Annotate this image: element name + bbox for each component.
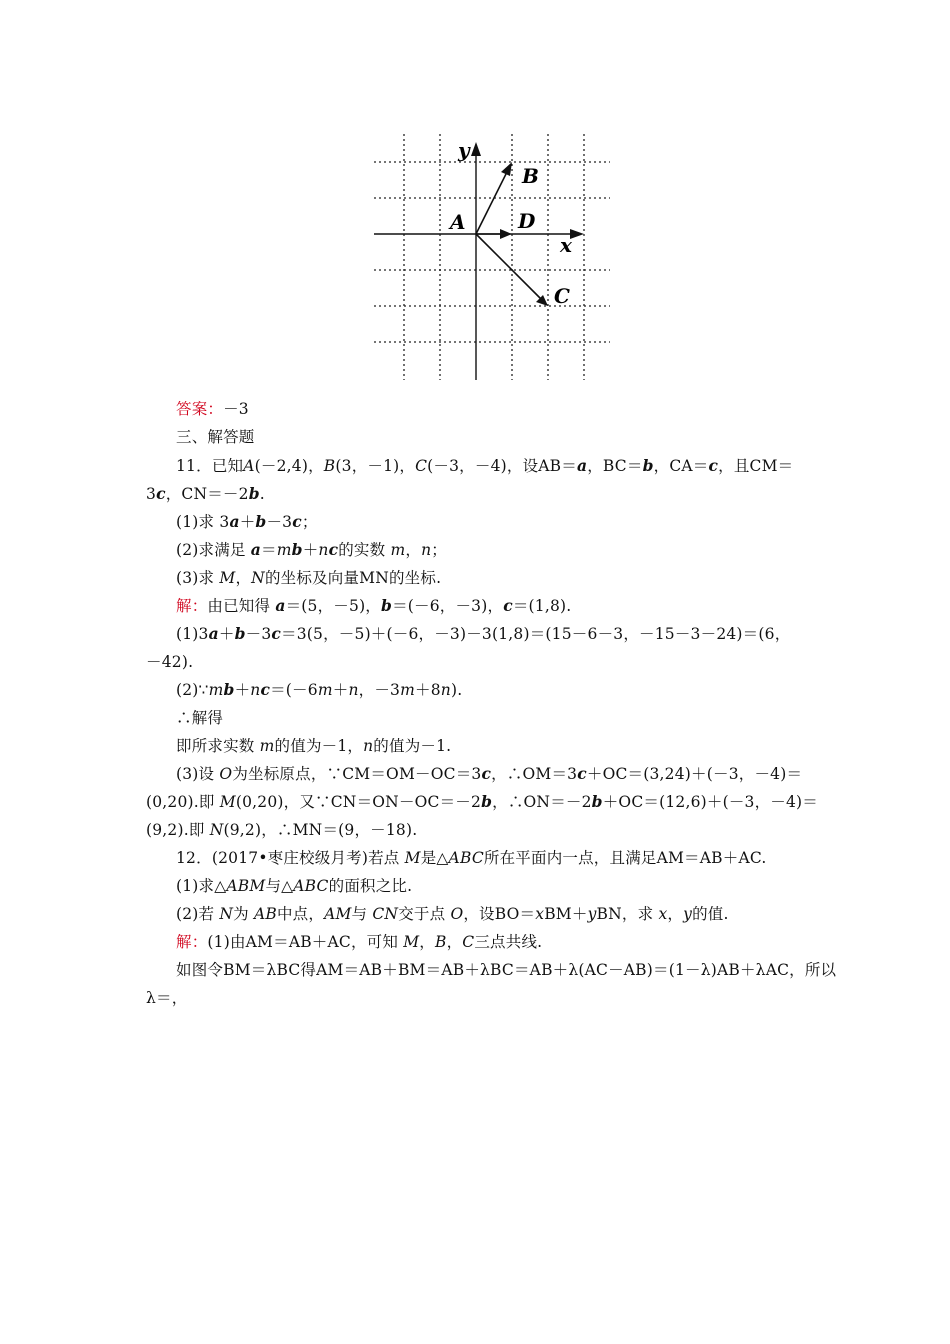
sol12-line-1: 解：(1)由AM＝AB＋AC，可知 M，B，C三点共线.	[176, 933, 543, 951]
q12-part-1: (1)求△ABM与△ABC的面积之比.	[176, 877, 413, 895]
sol11-line-4: 即所求实数 m的值为－1，n的值为－1.	[176, 737, 452, 755]
q12-line-1: 12．(2017•枣庄校级月考)若点 M是△ABC所在平面内一点，且满足AM＝AB＋AC.	[176, 849, 767, 867]
label-B: B	[522, 164, 539, 188]
q11-part-2: (2)求满足 a＝mb＋nc的实数 m，n；	[176, 540, 447, 559]
label-x: x	[560, 233, 572, 257]
sol11-line-2: (2)∵mb＋nc＝(－6m＋n，－3m＋8n).	[176, 680, 463, 699]
label-D: D	[518, 209, 536, 233]
grid-horizontal-lines	[374, 162, 610, 342]
vector-AB-arrowhead	[501, 162, 512, 176]
q12-part-2: (2)若 N为 AB中点，AM与 CN交于点 O，设BO＝xBM＋yBN，求 x，y的值.	[176, 905, 729, 923]
section-title: 三、解答题	[176, 428, 255, 446]
grid-vertical-lines	[404, 134, 584, 380]
sol11-line-5: (3)设 O为坐标原点，∵CM＝OM－OC＝3c，∴OM＝3c＋OC＝(3,24)＋(－3，－4)＝	[176, 764, 803, 783]
answer-line	[176, 399, 249, 419]
sol11-line-1-cont: －42).	[146, 653, 194, 671]
sol12-line-3: λ＝，	[146, 989, 188, 1007]
x-axis-arrowhead	[570, 229, 584, 239]
q11-part-1: (1)求 3a＋b－3c；	[176, 512, 318, 531]
sol11-line-7: (9,2).即 N(9,2)，∴MN＝(9，－18).	[146, 821, 418, 839]
vector-AD-arrowhead	[500, 229, 512, 239]
vector-AB	[476, 168, 509, 234]
sol12-line-2: 如图令BM＝λBC得AM＝AB＋BM＝AB＋λBC＝AB＋λ(AC－AB)＝(1－λ)AB＋λAC，所以	[176, 961, 837, 979]
answer-label: 答案：	[176, 400, 224, 418]
label-A: A	[450, 210, 466, 234]
sol11-line-3: ∴解得	[176, 709, 224, 727]
vector-AC	[476, 234, 542, 300]
sol11-line-0: 解：由已知得 a＝(5，－5)，b＝(－6，－3)，c＝(1,8).	[176, 596, 572, 615]
sol11-line-6: (0,20).即 M(0,20)，又∵CN＝ON－OC＝－2b，∴ON＝－2b＋OC＝(12,6)＋(－3，－4)＝	[146, 792, 819, 811]
label-C: C	[554, 284, 570, 308]
y-axis-arrowhead	[471, 142, 481, 156]
sol11-line-1: (1)3a＋b－3c＝3(5，－5)＋(－6，－3)－3(1,8)＝(15－6－3，－15－3－24)＝(6，	[176, 624, 791, 643]
q11-line-1: 11．已知A(－2,4)，B(3，－1)，C(－3，－4)，设AB＝a，BC＝b，CA＝c，且CM＝	[176, 456, 794, 475]
answer-value: －3	[223, 400, 249, 418]
vector-grid-figure	[370, 130, 615, 385]
label-y: y	[458, 138, 470, 162]
axes	[374, 146, 580, 380]
q11-part-3: (3)求 M，N的坐标及向量MN的坐标.	[176, 569, 442, 587]
q11-line-2: 3c，CN＝－2b.	[146, 484, 265, 503]
